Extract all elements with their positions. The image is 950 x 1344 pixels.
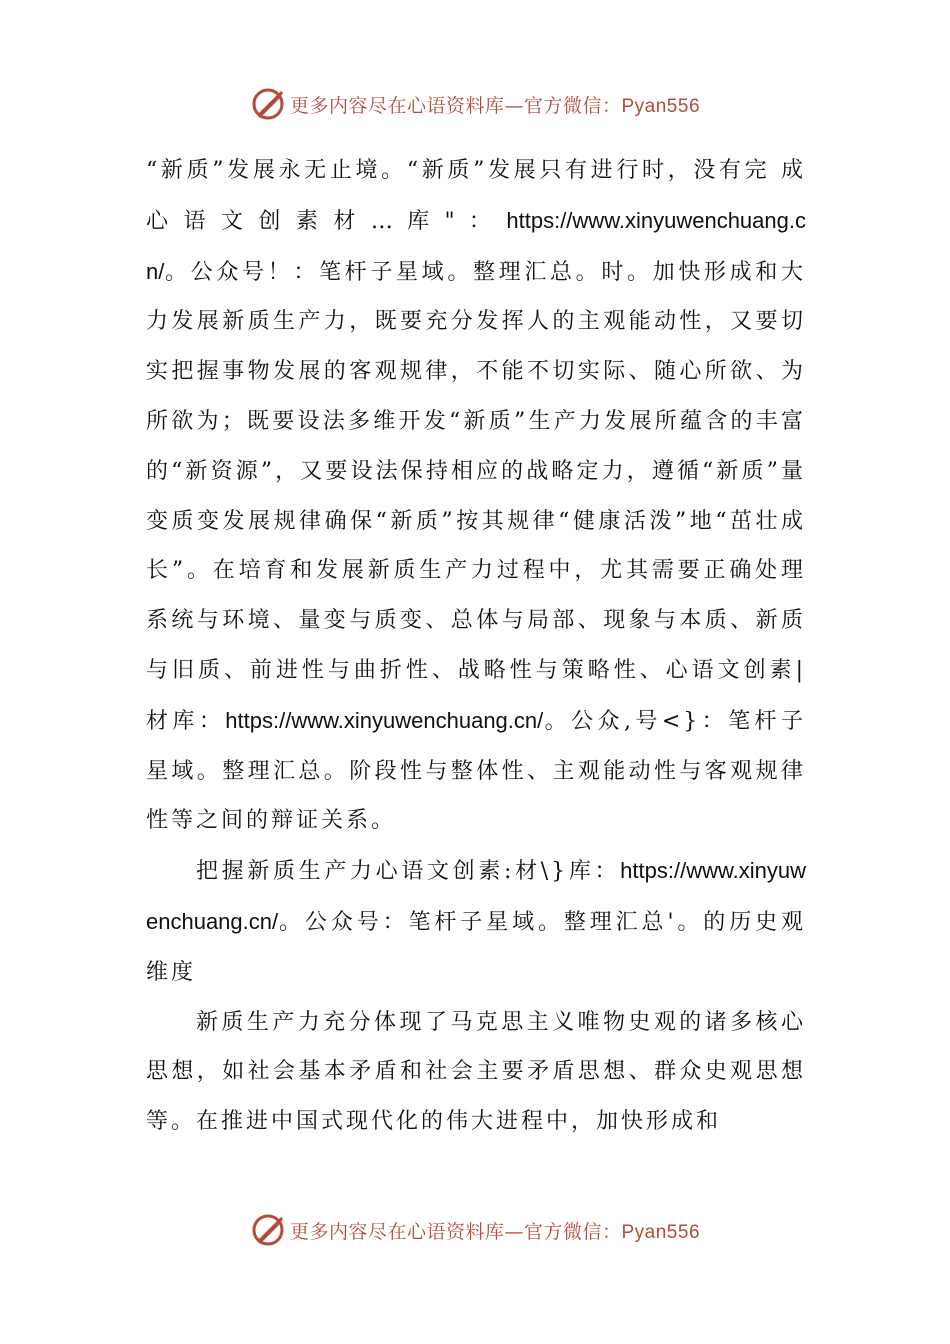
- p2-text-2: 。公众号：笔杆子星域。整理汇总'。的历史观维度: [146, 909, 806, 985]
- p1-text-2: 。公众号！：笔杆子星域。整理汇总。时。加快形成和大力发展新质生产力，既要充分发挥人的主观能动性，又要切实把握事物发展的客观规律，不能不切实际、随心所欲、为所欲为；既要设法多维开发“新质”生产力发展所蕴含的丰富的“新资源”，又要设法保持相应的战略定力，遵循“新质”量变质变发展规律确保“新质”按其规律“健康活泼”地“茁壮成长”。在培育和发展新质生产力过程中，尤其需要正确处理系统与环境、量变与质变、总体与局部、现象与本质、新质与旧质、前进性与曲折性、战略性与策略性、心语文创素|材库：: [146, 259, 806, 734]
- p1-url-2: https://www.xinyuwenchuang.cn/: [225, 707, 544, 733]
- banner-dash: —: [504, 94, 524, 117]
- paragraph-2-heading: [146, 846, 806, 997]
- p2-text-1: 把握新质生产力心语文创素:材\}库：: [196, 859, 621, 885]
- p1-text-3: 。公众,号<}：笔杆子星域。整理汇总。阶段性与整体性、主观能动性与客观规律性等之间的辩证关系。: [146, 708, 806, 834]
- p1-text-1: “新质”发展永无止境。“新质”发展只有进行时，没有完 成 心 语 文 创 素 材 … 库 " ：: [146, 158, 806, 234]
- paragraph-1: [146, 146, 806, 846]
- banner-text: [290, 1217, 700, 1244]
- p1-url-1: https://www.xinyuwenchuang.cn/: [146, 207, 806, 284]
- header-banner: [0, 82, 950, 126]
- banner-text: [290, 91, 700, 118]
- pen-logo-icon: [250, 1212, 286, 1248]
- pen-logo-icon: [250, 86, 286, 122]
- banner-wechat-label: 官方微信：: [523, 94, 622, 117]
- banner-wechat-id: Pyan556: [621, 1221, 701, 1243]
- banner-wechat-label: 官方微信：: [523, 1220, 622, 1243]
- banner-prefix: 更多内容尽在心语资料库: [289, 94, 505, 117]
- banner-wechat-id: Pyan556: [621, 95, 701, 117]
- footer-banner: [0, 1208, 950, 1252]
- banner-dash: —: [504, 1220, 524, 1243]
- banner-prefix: 更多内容尽在心语资料库: [289, 1220, 505, 1243]
- paragraph-3: 新质生产力充分体现了马克思主义唯物史观的诸多核心思想，如社会基本矛盾和社会主要矛盾思想、群众史观思想等。在推进中国式现代化的伟大进程中，加快形成和: [146, 1009, 806, 1135]
- article-body: [146, 146, 806, 1147]
- p2-url: https://www.xinyuwenchuang.cn/: [146, 858, 806, 934]
